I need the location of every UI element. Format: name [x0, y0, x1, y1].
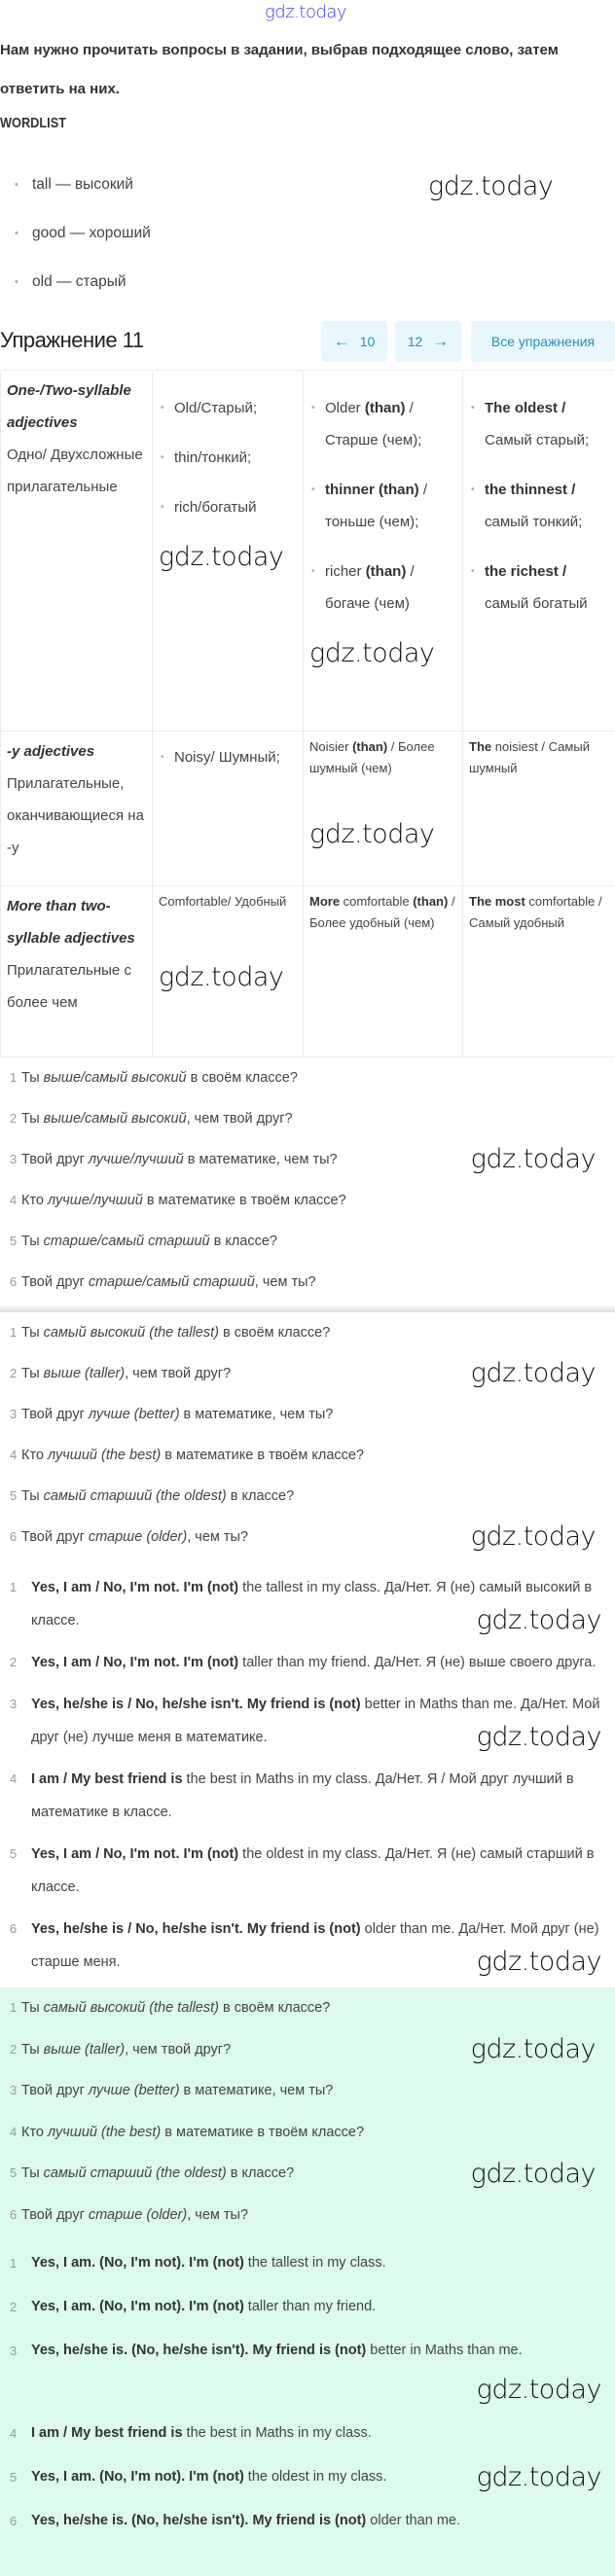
- bullet-item: [309, 555, 456, 620]
- bold-text: I am / My best friend is: [31, 1771, 183, 1787]
- bold-text: Yes, I am. (No, I'm not). I'm (not): [31, 2299, 244, 2314]
- text-segment: Old/Старый;: [174, 400, 257, 416]
- text-segment: Твой друг: [21, 1407, 89, 1422]
- item-number: 3: [10, 2070, 17, 2112]
- item-number: 1: [10, 1057, 17, 1098]
- table-cell-positive: [153, 732, 304, 886]
- list-item: [0, 2195, 615, 2236]
- text-segment: Твой друг: [21, 1529, 89, 1545]
- list-item: [0, 1139, 615, 1180]
- text-segment: в математике в твоём классе?: [161, 1448, 364, 1463]
- list-item: [0, 2153, 615, 2195]
- bold-text: The: [469, 739, 491, 754]
- text-segment: comfortable / Самый удобный: [469, 894, 602, 930]
- list-item: [0, 2289, 615, 2325]
- italic-text: самый старший (the oldest): [44, 1488, 227, 1504]
- bold-text: More: [309, 894, 340, 909]
- text-segment: Твой друг: [21, 1152, 89, 1167]
- comparative-text: [309, 732, 456, 779]
- list-item: [0, 1987, 615, 2029]
- list-item: [0, 1763, 615, 1829]
- text-segment: Noisier: [309, 739, 352, 754]
- list-item: [0, 1476, 615, 1517]
- text-segment: / тоньше (чем);: [325, 482, 427, 530]
- item-number: 3: [10, 2333, 17, 2369]
- list-item: [0, 1913, 615, 1979]
- arrow-left-icon: ←: [334, 332, 350, 351]
- watermark: gdz.today: [477, 1604, 601, 1637]
- task-instruction: Нам нужно прочитать вопросы в задании, выбрав подходящее слово, затем ответить на них.: [0, 31, 615, 109]
- text-segment: в своём классе?: [187, 1070, 298, 1086]
- item-text: [31, 2299, 376, 2314]
- italic-text: старше (older): [89, 2207, 187, 2223]
- item-text: [21, 1234, 277, 1249]
- text-segment: the best in Maths in my class.: [183, 2425, 372, 2441]
- list-item: [0, 1098, 615, 1139]
- next-exercise-button[interactable]: [395, 321, 461, 362]
- wordlist-heading: WORDLIST: [0, 115, 66, 131]
- table-cell-category: [1, 371, 153, 732]
- bullet-list: [159, 392, 297, 523]
- item-text: [21, 1407, 333, 1422]
- italic-text: старше (older): [89, 1529, 187, 1545]
- text-segment: the best in Maths in my class. Да/Нет. Я / Мой друг лучший в математике в классе.: [31, 1771, 574, 1820]
- text-segment: Ты: [21, 1111, 44, 1127]
- bold-text: (than): [352, 739, 387, 754]
- text-segment: Ты: [21, 1325, 44, 1341]
- item-text: [21, 1193, 346, 1208]
- text-segment: the oldest in my class.: [244, 2469, 387, 2485]
- text-segment: / Старше (чем);: [325, 400, 421, 448]
- item-text: [21, 2000, 330, 2016]
- list-item: [0, 1517, 615, 1557]
- bold-text: Yes, I am / No, I'm not. I'm (not): [31, 1846, 238, 1862]
- bold-text: (than): [365, 400, 406, 416]
- bold-text: the richest /: [485, 563, 566, 580]
- list-item: [0, 2415, 615, 2451]
- list-item: [0, 2503, 615, 2539]
- item-number: 4: [10, 2112, 17, 2154]
- list-item: [0, 2029, 615, 2071]
- watermark: gdz.today: [471, 2029, 596, 2070]
- item-number: 6: [10, 1517, 17, 1557]
- list-item: [0, 2070, 615, 2112]
- text-segment: самый богатый: [485, 595, 588, 612]
- list-item: [0, 2112, 615, 2154]
- wordlist-item: • old — старый: [0, 258, 151, 306]
- bullet-item: [469, 392, 609, 456]
- item-number: 6: [10, 1913, 17, 1946]
- text-segment: в классе?: [227, 1488, 294, 1504]
- bold-text: I am / My best friend is: [31, 2425, 183, 2441]
- bold-text: Yes, I am / No, I'm not. I'm (not): [31, 1580, 238, 1595]
- bullet-item: [159, 491, 297, 523]
- item-number: 6: [10, 2195, 17, 2236]
- item-text: [21, 1366, 231, 1381]
- item-number: 3: [10, 1139, 17, 1180]
- bold-text: Yes, I am. (No, I'm not). I'm (not): [31, 2469, 244, 2485]
- bold-text: Yes, I am. (No, I'm not). I'm (not): [31, 2255, 244, 2271]
- item-number: 4: [10, 1435, 17, 1476]
- list-item: [0, 1353, 615, 1394]
- italic-text: лучше (better): [89, 2083, 180, 2098]
- list-item: [0, 2333, 615, 2408]
- item-number: 2: [10, 2289, 17, 2325]
- item-number: 3: [10, 1394, 17, 1435]
- list-item: [0, 1057, 615, 1098]
- category-description: Прилагательные, оканчивающиеся на -у: [7, 768, 146, 864]
- item-number: 2: [10, 1646, 17, 1679]
- text-segment: Самый старый;: [485, 432, 589, 448]
- item-text: [21, 1274, 316, 1290]
- all-exercises-label: Все упражнения: [491, 334, 595, 349]
- bold-text: The most: [469, 894, 525, 909]
- bullet-item: [309, 392, 456, 456]
- item-text: [21, 1152, 338, 1167]
- category-description: Прилагательные с более чем: [7, 954, 146, 1019]
- watermark: gdz.today: [477, 1721, 601, 1754]
- previous-exercise-label: 10: [360, 334, 376, 349]
- item-number: 6: [10, 2503, 17, 2539]
- item-number: 5: [10, 2459, 17, 2495]
- text-segment: Ты: [21, 1366, 44, 1381]
- bullet-item: [159, 442, 297, 474]
- text-segment: / Более удобный (чем): [309, 894, 455, 930]
- bullet-item: [469, 474, 609, 538]
- text-segment: в математике, чем ты?: [180, 1407, 334, 1422]
- text-segment: Ты: [21, 2165, 44, 2181]
- table-cell-comparative: [304, 886, 463, 1057]
- item-number: 5: [10, 2153, 17, 2195]
- item-text: [21, 1325, 330, 1341]
- text-segment: taller than my friend. Да/Нет. Я (не) выше своего друга.: [238, 1655, 596, 1670]
- italic-text: лучше/лучший: [89, 1152, 184, 1167]
- item-text: [31, 1580, 592, 1628]
- item-text: [21, 2042, 231, 2057]
- table-row: [1, 886, 615, 1057]
- item-text: [31, 1846, 594, 1895]
- watermark: gdz.today: [477, 2459, 601, 2495]
- italic-text: выше (taller): [44, 1366, 125, 1381]
- italic-text: старше/самый старший: [89, 1274, 255, 1290]
- positive-text: [159, 886, 297, 912]
- bold-text: the thinnest /: [485, 482, 575, 498]
- list-item: [0, 1180, 615, 1221]
- category-title: One-/Two-syllable adjectives: [7, 371, 146, 439]
- text-segment: rich/богатый: [174, 499, 256, 516]
- list-item: [0, 1838, 615, 1904]
- text-segment: Noisy/ Шумный;: [174, 749, 280, 766]
- category-title: -y adjectives: [7, 732, 146, 768]
- item-number: 1: [10, 1312, 17, 1353]
- italic-text: выше/самый высокий: [44, 1070, 187, 1086]
- list-item: [0, 1221, 615, 1262]
- question-list: [0, 1057, 615, 1303]
- item-text: [21, 2125, 364, 2140]
- item-number: 1: [10, 2245, 17, 2281]
- item-number: 5: [10, 1838, 17, 1871]
- table-cell-superlative: [463, 371, 615, 732]
- text-segment: the tallest in my class. Да/Нет. Я (не) самый высокий в классе.: [31, 1580, 592, 1628]
- italic-text: самый старший (the oldest): [44, 2165, 227, 2181]
- table-cell-positive: [153, 371, 304, 732]
- text-segment: , чем твой друг?: [125, 1366, 231, 1381]
- text-segment: Ты: [21, 2000, 44, 2016]
- bullet-list: [159, 741, 297, 773]
- italic-text: старше/самый старший: [44, 1234, 210, 1249]
- text-segment: в математике в твоём классе?: [161, 2125, 364, 2140]
- table-cell-superlative: [463, 886, 615, 1057]
- watermark-logo: gdz.today: [265, 2, 346, 22]
- item-text: [21, 2165, 294, 2181]
- text-segment: самый тонкий;: [485, 514, 582, 530]
- bullet-list: [309, 392, 456, 620]
- text-segment: Ты: [21, 1070, 44, 1086]
- item-text: [21, 1529, 248, 1545]
- content-flow: [0, 370, 615, 2576]
- italic-text: лучший (the best): [48, 2125, 161, 2140]
- question-list-highlighted: [0, 1987, 615, 2236]
- answer-list-highlighted: [0, 2245, 615, 2539]
- item-text: [31, 2469, 386, 2485]
- bold-text: thinner (than): [325, 482, 419, 498]
- text-segment: в математике, чем ты?: [184, 1152, 338, 1167]
- item-number: 2: [10, 1353, 17, 1394]
- text-segment: richer: [325, 563, 366, 580]
- bullet-item: [159, 741, 297, 773]
- list-item: [0, 1571, 615, 1637]
- text-segment: Кто: [21, 1193, 48, 1208]
- table-cell-superlative: [463, 732, 615, 886]
- text-segment: Твой друг: [21, 1274, 89, 1290]
- text-segment: thin/тонкий;: [174, 449, 251, 466]
- list-item: [0, 2459, 615, 2495]
- item-number: 4: [10, 1180, 17, 1221]
- text-segment: Кто: [21, 1448, 48, 1463]
- previous-exercise-button[interactable]: [321, 321, 387, 362]
- italic-text: выше (taller): [44, 2042, 125, 2057]
- superlative-text: [469, 732, 609, 779]
- item-number: 2: [10, 1098, 17, 1139]
- table-row: [1, 371, 615, 732]
- text-segment: comfortable: [340, 894, 413, 909]
- item-text: [31, 1697, 600, 1745]
- text-segment: the oldest in my class. Да/Нет. Я (не) самый старший в классе.: [31, 1846, 594, 1895]
- bold-text: Yes, he/she is. (No, he/she isn't). My friend is (not): [31, 2343, 366, 2358]
- list-item: [0, 1312, 615, 1353]
- text-segment: Твой друг: [21, 2083, 89, 2098]
- item-text: [31, 2255, 386, 2271]
- table-cell-category: [1, 732, 153, 886]
- bold-text: Yes, he/she is / No, he/she isn't. My friend is (not): [31, 1921, 361, 1937]
- answer-list: [0, 1571, 615, 1979]
- arrow-right-icon: →: [432, 332, 449, 351]
- text-segment: в своём классе?: [219, 1325, 330, 1341]
- item-number: 1: [10, 1571, 17, 1604]
- italic-text: лучше/лучший: [48, 1193, 143, 1208]
- wordlist: [0, 161, 151, 306]
- watermark: gdz.today: [477, 2372, 601, 2408]
- section-divider: [0, 1305, 615, 1312]
- item-text: [21, 1111, 293, 1127]
- text-segment: better in Maths than me.: [366, 2343, 522, 2358]
- table-cell-positive: [153, 886, 304, 1057]
- text-segment: , чем твой друг?: [125, 2042, 231, 2057]
- bold-text: The oldest /: [485, 400, 565, 416]
- bullet-item: [469, 555, 609, 620]
- text-segment: Older: [325, 400, 365, 416]
- bold-text: (than): [366, 563, 407, 580]
- category-description: Одно/ Двухсложные прилагательные: [7, 439, 146, 503]
- table-cell-category: [1, 886, 153, 1057]
- text-segment: Comfortable/ Удобный: [159, 894, 286, 909]
- text-segment: в классе?: [227, 2165, 294, 2181]
- item-number: 5: [10, 1221, 17, 1262]
- text-segment: / богаче (чем): [325, 563, 415, 612]
- adjective-comparison-table: [0, 370, 615, 1057]
- bold-text: Yes, I am / No, I'm not. I'm (not): [31, 1655, 238, 1670]
- item-text: [21, 1070, 298, 1086]
- text-segment: Ты: [21, 1488, 44, 1504]
- italic-text: самый высокий (the tallest): [44, 1325, 219, 1341]
- text-segment: older than me. Да/Нет. Мой друг (не) старше меня.: [31, 1921, 599, 1970]
- superlative-text: [469, 886, 609, 934]
- watermark: gdz.today: [309, 818, 456, 851]
- item-text: [31, 2425, 372, 2441]
- all-exercises-button[interactable]: [471, 321, 615, 362]
- question-list-answered: [0, 1312, 615, 1557]
- watermark: gdz.today: [471, 1517, 596, 1557]
- wordlist-item: • tall — высокий: [0, 161, 151, 209]
- text-segment: / Более шумный (чем): [309, 739, 435, 775]
- text-segment: noisiest / Самый шумный: [469, 739, 590, 775]
- text-segment: Ты: [21, 1234, 44, 1249]
- text-segment: taller than my friend.: [244, 2299, 376, 2314]
- list-item: [0, 1394, 615, 1435]
- text-segment: , чем ты?: [187, 1529, 248, 1545]
- item-text: [21, 1488, 294, 1504]
- item-number: 2: [10, 2029, 17, 2071]
- list-item: [0, 1435, 615, 1476]
- item-number: 3: [10, 1688, 17, 1721]
- text-segment: в классе?: [210, 1234, 277, 1249]
- text-segment: , чем ты?: [255, 1274, 316, 1290]
- text-segment: older than me.: [366, 2513, 460, 2528]
- item-text: [21, 1448, 364, 1463]
- italic-text: лучший (the best): [48, 1448, 161, 1463]
- text-segment: в математике, чем ты?: [180, 2083, 334, 2098]
- bold-text: Yes, he/she is. (No, he/she isn't). My friend is (not): [31, 2513, 366, 2528]
- list-item: [0, 1262, 615, 1303]
- item-text: [31, 1655, 596, 1670]
- watermark: gdz.today: [159, 961, 297, 994]
- text-segment: Твой друг: [21, 2207, 89, 2223]
- watermark: gdz.today: [428, 171, 553, 201]
- item-number: 5: [10, 1476, 17, 1517]
- watermark: gdz.today: [471, 1139, 596, 1180]
- bullet-item: [309, 474, 456, 538]
- item-number: 6: [10, 1262, 17, 1303]
- item-number: 1: [10, 1987, 17, 2029]
- list-item: [0, 1646, 615, 1679]
- answer-highlight-section: [0, 1987, 615, 2576]
- next-exercise-label: 12: [408, 334, 423, 349]
- comparative-text: [309, 886, 456, 934]
- watermark: gdz.today: [471, 2154, 596, 2195]
- table-row: [1, 732, 615, 886]
- item-text: [21, 2207, 248, 2223]
- exercise-title: Упражнение 11: [0, 328, 144, 353]
- bold-text: (than): [413, 894, 448, 909]
- item-text: [21, 2083, 333, 2098]
- text-segment: better in Maths than me. Да/Нет. Мой друг (не) лучше меня в математике.: [31, 1697, 600, 1745]
- watermark: gdz.today: [309, 637, 456, 670]
- text-segment: the tallest in my class.: [244, 2255, 386, 2271]
- wordlist-item: • good — хороший: [0, 209, 151, 258]
- text-segment: , чем ты?: [187, 2207, 248, 2223]
- item-text: [31, 2343, 523, 2358]
- text-segment: , чем твой друг?: [187, 1111, 293, 1127]
- item-text: [31, 1921, 599, 1970]
- category-title: More than two-syllable adjectives: [7, 886, 146, 954]
- item-number: 4: [10, 1763, 17, 1796]
- bullet-item: [159, 392, 297, 424]
- text-segment: Ты: [21, 2042, 44, 2057]
- text-segment: в математике в твоём классе?: [143, 1193, 346, 1208]
- list-item: [0, 2245, 615, 2281]
- item-text: [31, 2513, 460, 2528]
- bold-text: Yes, he/she is / No, he/she isn't. My friend is (not): [31, 1697, 361, 1712]
- bullet-list: [469, 392, 609, 620]
- text-segment: Кто: [21, 2125, 48, 2140]
- table-cell-comparative: [304, 732, 463, 886]
- italic-text: выше/самый высокий: [44, 1111, 187, 1127]
- italic-text: самый высокий (the tallest): [44, 2000, 219, 2016]
- table-cell-comparative: [304, 371, 463, 732]
- watermark: gdz.today: [471, 1353, 596, 1394]
- list-item: [0, 1688, 615, 1754]
- item-text: [31, 1771, 574, 1820]
- watermark: gdz.today: [477, 1946, 601, 1979]
- text-segment: в своём классе?: [219, 2000, 330, 2016]
- watermark: gdz.today: [159, 541, 297, 574]
- italic-text: лучше (better): [89, 1407, 180, 1422]
- item-number: 4: [10, 2415, 17, 2451]
